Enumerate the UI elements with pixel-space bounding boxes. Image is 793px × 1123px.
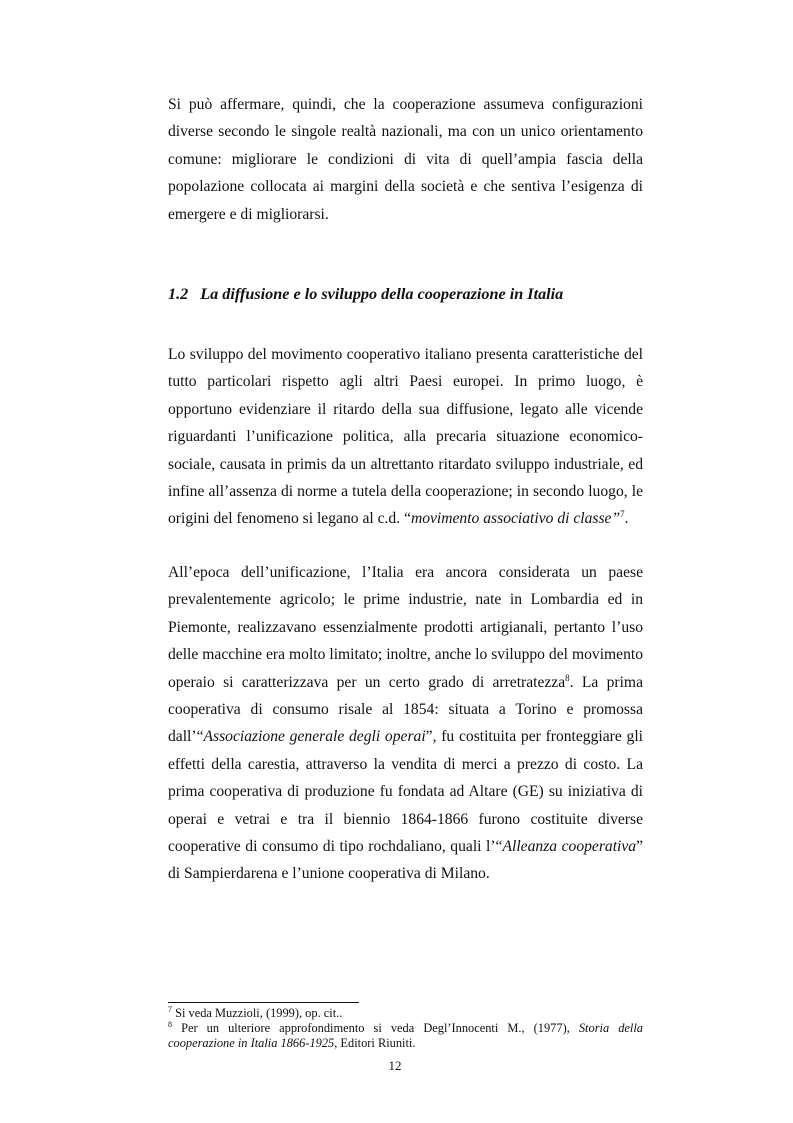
footnote-7-text: Si veda Muzzioli, (1999), op. cit.. xyxy=(172,1006,343,1020)
footnote-7-number: 7 xyxy=(168,1004,172,1014)
footnote-ref-8[interactable]: 8 xyxy=(565,672,570,683)
section-number: 1.2 xyxy=(168,285,189,303)
footnote-8-end: , Editori Riuniti. xyxy=(334,1035,416,1050)
paragraph-3-part2: . La prima cooperativa di consumo risale al 1854: situata a Torino e promossa dall’“ xyxy=(168,673,643,746)
paragraph-2-text: Lo sviluppo del movimento cooperativo italiano presenta caratteristiche del tutto particolari rispetto agli altri Paesi europei. In primo luogo, è opportuno evidenziare il ritardo della sua diffusione, legato alle vicende riguardanti l’unificazione politica, alla precaria situazione economico-sociale, causata in primis da un altrettanto ritardato sviluppo industriale, ed infine all’assenza di norme a tutela della cooperazione; in secondo luogo, le origini del fenomeno si legano al c.d. “ xyxy=(168,346,643,528)
section-title: La diffusione e lo sviluppo della cooperazione in Italia xyxy=(200,285,564,303)
section-heading xyxy=(168,285,643,304)
body-paragraph-2 xyxy=(168,341,643,533)
paragraph-3-italic-2: Alleanza cooperativa xyxy=(502,838,637,856)
body-paragraph-3 xyxy=(168,559,643,888)
page-number: 12 xyxy=(388,1058,402,1073)
footnote-7 xyxy=(168,1006,643,1021)
footnote-8 xyxy=(168,1021,643,1050)
footnote-separator xyxy=(168,1002,359,1003)
paragraph-2-italic: movimento associativo di classe” xyxy=(410,510,621,528)
paragraph-2-end: . xyxy=(624,510,629,528)
footnote-8-text: Per un ulteriore approfondimento si veda Degl’Innocenti M., (1977), xyxy=(172,1021,579,1035)
paragraph-3-italic-1: Associazione generale degli operai xyxy=(203,728,426,746)
body-paragraph-1: Si può affermare, quindi, che la cooperazione assumeva configurazioni diverse secondo le singole realtà nazionali, ma con un unico orientamento comune: migliorare le condizioni di vita di quell’ampia fascia della popolazione collocata ai margini della società e che sentiva l’esigenza di emergere e di migliorarsi. xyxy=(168,96,643,223)
paragraph-3-part4: ” di Sampierdarena e l’unione cooperativa di Milano. xyxy=(168,838,643,883)
footnote-ref-7[interactable]: 7 xyxy=(620,509,625,520)
footnote-8-italic: Storia della cooperazione in Italia 1866-1925 xyxy=(168,1021,643,1050)
paragraph-3-part3: ”, fu costituita per fronteggiare gli effetti della carestia, attraverso la vendita di merci a prezzo di costo. La prima cooperativa di produzione fu fondata ad Altare (GE) su iniziativa di operai e vetrai e tra il biennio 1864-1866 furono costituite diverse cooperative di consumo di tipo rochdaliano, quali l’“ xyxy=(168,728,643,856)
footnote-8-number: 8 xyxy=(168,1019,172,1029)
paragraph-3-part1: All’epoca dell’unificazione, l’Italia era ancora considerata un paese prevalentemente agricolo; le prime industrie, nate in Lombardia ed in Piemonte, realizzavano essenzialmente prodotti artigianali, pertanto l’uso delle macchine era molto limitato; inoltre, anche lo sviluppo del movimento operaio si caratterizzava per un certo grado di arretratezza xyxy=(168,564,643,691)
